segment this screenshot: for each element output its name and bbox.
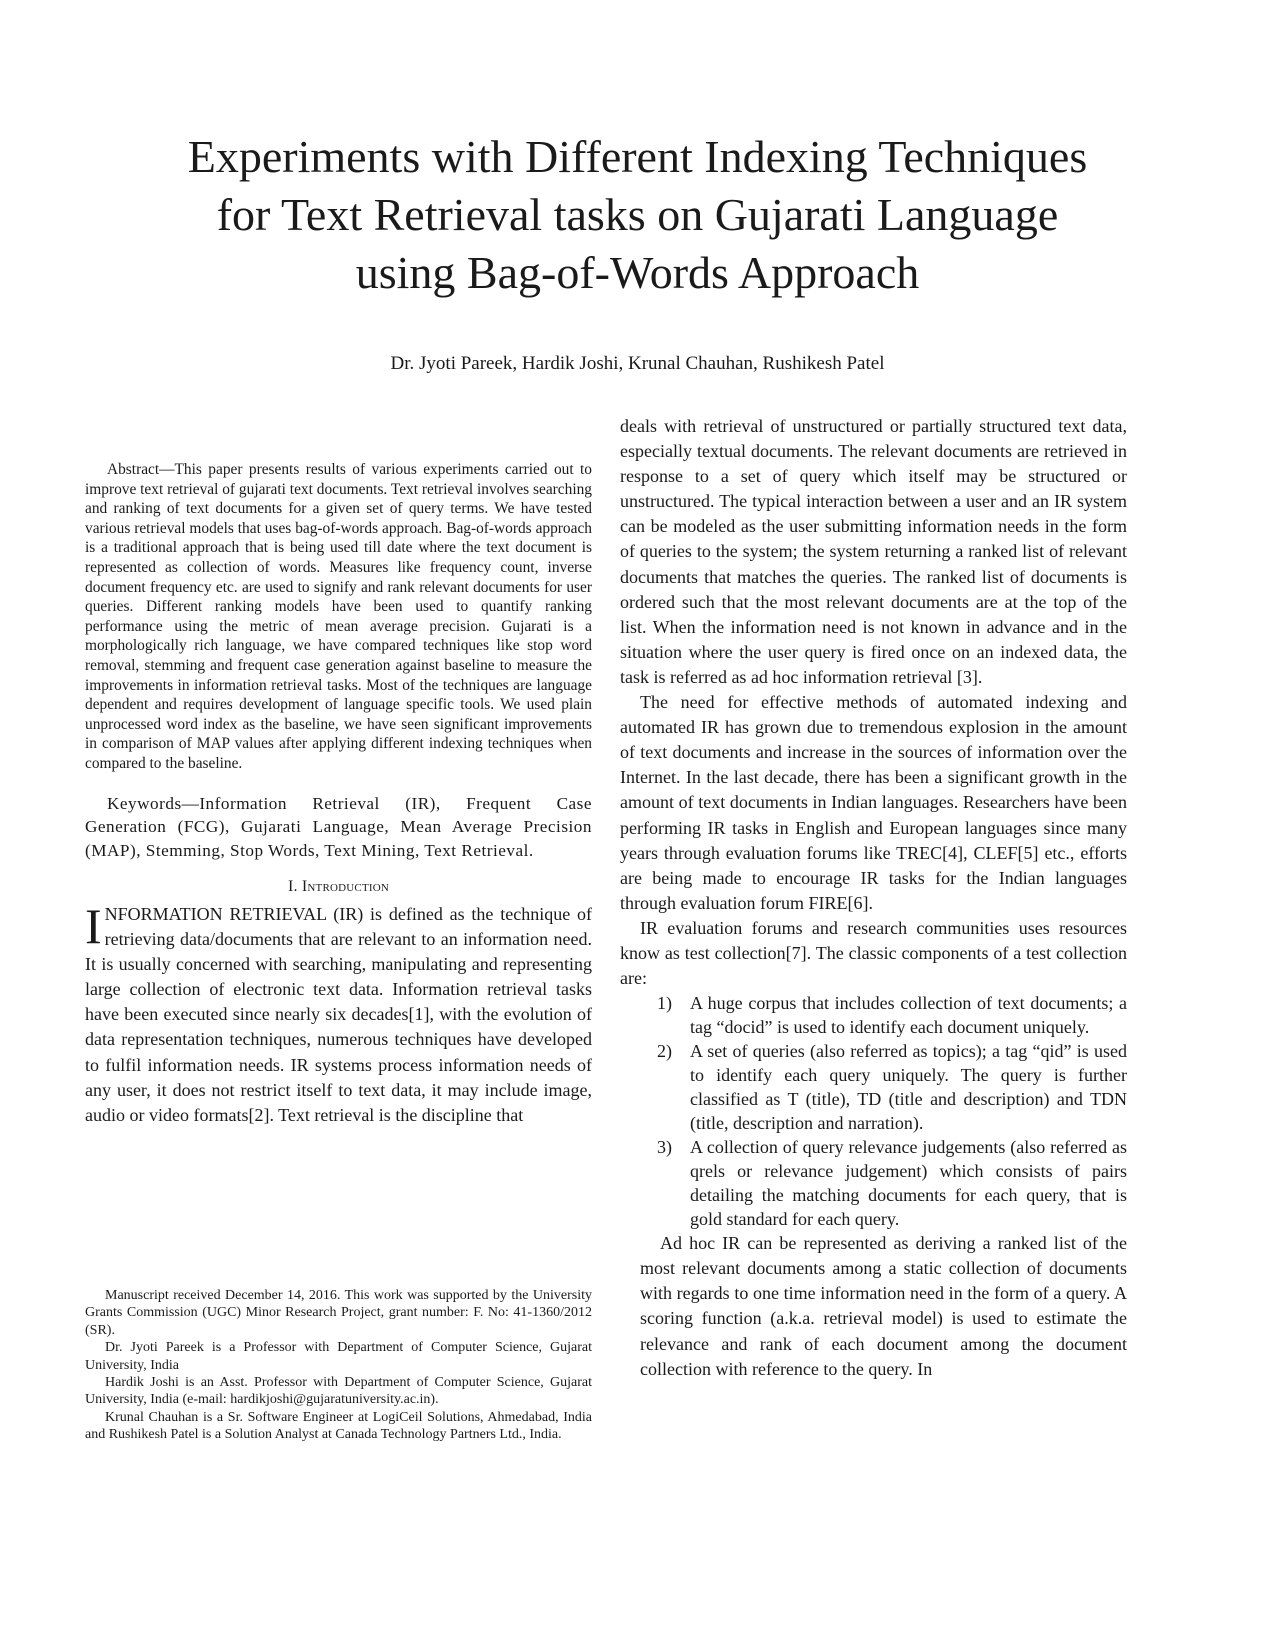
- body-paragraph-3: IR evaluation forums and research communities uses resources know as test collection[7]. The classic components of a test collection are:: [620, 917, 1127, 989]
- section-heading-introduction: [85, 878, 592, 896]
- intro-paragraph: [85, 898, 592, 1128]
- list-item: [620, 991, 1127, 1039]
- abstract: Abstract—This paper presents results of various experiments carried out to improve text retrieval of gujarati text documents. Text retrieval involves searching and ranking of text documents for a given set of query terms. We have tested various retrieval models that uses bag-of-words approach. Bag-of-words approach is a traditional approach that is being used till date where the text document is represented as collection of words. Measures like frequency count, inverse document frequency etc. are used to signify and rank relevant documents for user queries. Different ranking models have been used to quantify ranking performance using the metric of mean average precision. Gujarati is a morphologically rich language, we have compared techniques like stop word removal, stemming and frequent case generation against baseline to measure the improvements in information retrieval tasks. Most of the techniques are language dependent and requires development of language specific tools. We used plain unprocessed word index as the baseline, we have seen significant improvements in comparison of MAP values after applying different indexing techniques when compared to the baseline.: [85, 461, 592, 772]
- author-list: Dr. Jyoti Pareek, Hardik Joshi, Krunal Chauhan, Rushikesh Patel: [390, 353, 885, 374]
- drop-cap: I: [85, 898, 102, 954]
- paper-title: [100, 128, 1175, 302]
- test-collection-components-list: [620, 991, 1127, 1231]
- intro-paragraph-text: NFORMATION RETRIEVAL (IR) is defined as the technique of retrieving data/documents that are relevant to an information need. It is usually concerned with searching, manipulating and representing large collection of electronic text data. Information retrieval tasks have been executed since nearly six decades[1], with the evolution of data representation techniques, numerous techniques have developed to fulfil information needs. IR systems process information needs of any user, it does not restrict itself to text data, it may include image, audio or video formats[2]. Text retrieval is the discipline that: [85, 904, 592, 1125]
- list-item-number: 3): [657, 1137, 672, 1158]
- list-item-text: A set of queries (also referred as topics); a tag “qid” is used to identify each query uniquely. The query is further classified as T (title), TD (title and description) and TDN (title, description and narration).: [690, 1041, 1127, 1134]
- list-item-number: 1): [657, 993, 672, 1014]
- left-column: [85, 460, 592, 1128]
- title-line-1: Experiments with Different Indexing Techniques: [187, 131, 1088, 182]
- body-paragraph-1: deals with retrieval of unstructured or partially structured text data, especially textual documents. The relevant documents are retrieved in response to a set of query which itself may be structured or unstructured. The typical interaction between a user and an IR system can be modeled as the user submitting information needs in the form of queries to the system; the system returning a ranked list of relevant documents that matches the queries. The ranked list of documents is ordered such that the most relevant documents are at the top of the list. When the information need is not known in advance and in the situation where the user query is fired once on an indexed data, the task is referred as ad hoc information retrieval [3].: [620, 416, 1127, 687]
- body-paragraph-4: Ad hoc IR can be represented as deriving a ranked list of the most relevant documents among a static collection of documents with regards to one time information need in the form of a query. A scoring function (a.k.a. retrieval model) is used to estimate the relevance and rank of each document among the document collection with reference to the query. In: [640, 1233, 1127, 1379]
- right-column: [620, 414, 1127, 1382]
- list-item-text: A collection of query relevance judgements (also referred as qrels or relevance judgement) which consists of pairs detailing the matching documents for each query, that is gold standard for each query.: [690, 1137, 1127, 1230]
- footnote-author-2: Hardik Joshi is an Asst. Professor with Department of Computer Science, Gujarat University, India (e-mail: hardikjoshi@gujaratuniversity.ac.in).: [85, 1375, 592, 1408]
- title-line-2: for Text Retrieval tasks on Gujarati Language: [216, 189, 1059, 240]
- list-item: [620, 1135, 1127, 1231]
- keywords: Keywords—Information Retrieval (IR), Frequent Case Generation (FCG), Gujarati Language, Mean Average Precision (MAP), Stemming, Stop Words, Text Mining, Text Retrieval.: [85, 793, 592, 860]
- section-number: I.: [287, 878, 298, 895]
- list-item-number: 2): [657, 1041, 672, 1062]
- section-title: Introduction: [301, 878, 390, 895]
- footnote-author-1: Dr. Jyoti Pareek is a Professor with Department of Computer Science, Gujarat University, India: [85, 1340, 592, 1373]
- footnote-manuscript: Manuscript received December 14, 2016. This work was supported by the University Grants Commission (UGC) Minor Research Project, grant number: F. No: 41-1360/2012 (SR).: [85, 1288, 592, 1338]
- list-item: [620, 1039, 1127, 1135]
- list-item-text: A huge corpus that includes collection of text documents; a tag “docid” is used to identify each document uniquely.: [690, 993, 1127, 1038]
- footnotes: [85, 1287, 592, 1444]
- footnote-author-3-4: Krunal Chauhan is a Sr. Software Engineer at LogiCeil Solutions, Ahmedabad, India and Rushikesh Patel is a Solution Analyst at Canada Technology Partners Ltd., India.: [85, 1409, 592, 1443]
- title-line-3: using Bag-of-Words Approach: [355, 247, 920, 298]
- body-paragraph-2: The need for effective methods of automated indexing and automated IR has grown due to tremendous explosion in the amount of text documents and increase in the sources of information over the Internet. In the last decade, there has been a significant growth in the amount of text documents in Indian languages. Researchers have been performing IR tasks in English and European languages since many years through evaluation forums like TREC[4], CLEF[5] etc., efforts are being made to encourage IR tasks for the Indian languages through evaluation forum FIRE[6].: [620, 692, 1127, 913]
